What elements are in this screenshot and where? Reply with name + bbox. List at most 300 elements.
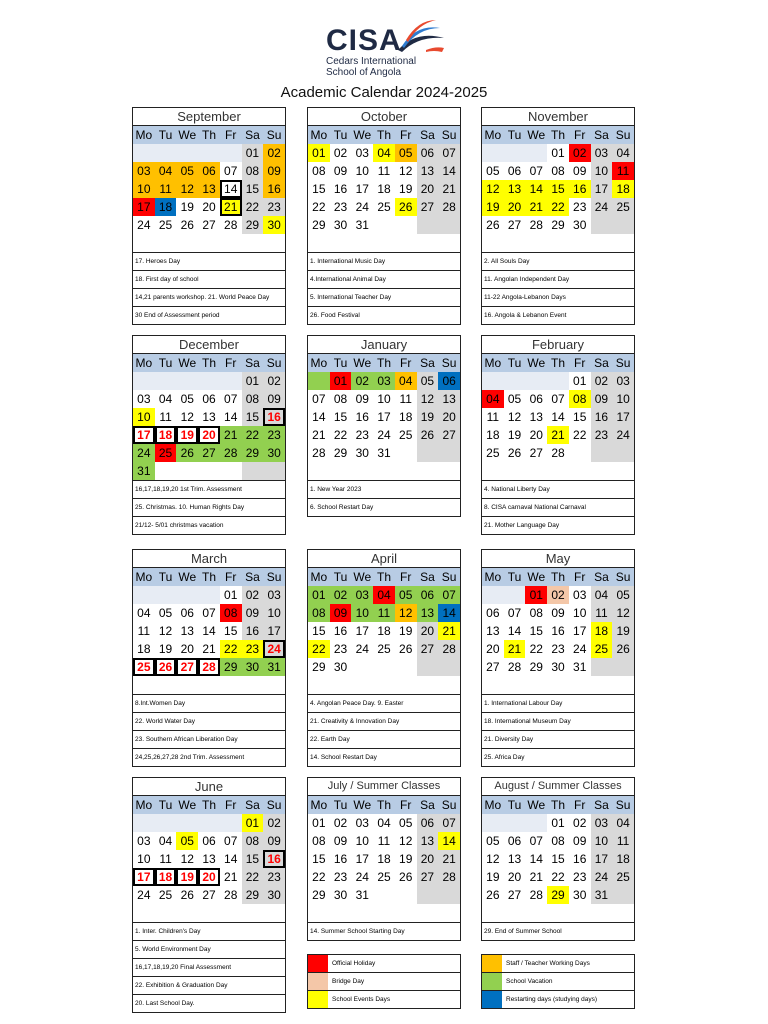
day-cell[interactable]: 03 (263, 586, 285, 604)
day-cell[interactable]: 28 (438, 198, 460, 216)
day-cell[interactable]: 01 (330, 372, 352, 390)
day-cell[interactable]: 17 (377, 410, 391, 424)
day-cell[interactable]: 10 (133, 408, 155, 426)
day-cell[interactable]: 15 (529, 624, 543, 638)
day-cell[interactable]: 04 (158, 392, 173, 406)
day-cell[interactable]: 11 (377, 834, 391, 848)
day-cell[interactable]: 10 (591, 832, 613, 850)
day-cell[interactable]: 12 (612, 604, 634, 622)
day-cell[interactable]: 07 (438, 144, 460, 162)
day-cell[interactable]: 16 (333, 182, 348, 196)
day-cell[interactable]: 07 (224, 164, 238, 178)
day-cell[interactable]: 04 (612, 814, 634, 832)
day-cell[interactable]: 01 (308, 144, 330, 162)
day-cell[interactable]: 18 (612, 180, 634, 198)
day-cell[interactable]: 02 (573, 816, 587, 830)
day-cell[interactable]: 14 (551, 410, 565, 424)
day-cell[interactable]: 22 (242, 426, 264, 444)
day-cell[interactable]: 21 (525, 198, 547, 216)
day-cell[interactable]: 13 (180, 624, 194, 638)
day-cell[interactable]: 06 (198, 162, 220, 180)
day-cell[interactable]: 04 (158, 834, 173, 848)
day-cell[interactable]: 13 (202, 852, 216, 866)
day-cell[interactable]: 02 (242, 586, 264, 604)
day-cell[interactable]: 03 (355, 146, 369, 160)
day-cell[interactable]: 23 (333, 200, 348, 214)
day-cell[interactable]: 08 (308, 604, 330, 622)
day-cell[interactable]: 18 (399, 410, 413, 424)
day-cell[interactable]: 23 (333, 870, 348, 884)
day-cell[interactable]: 09 (573, 834, 587, 848)
day-cell[interactable]: 28 (438, 868, 460, 886)
day-cell[interactable]: 09 (573, 164, 587, 178)
day-cell[interactable]: 27 (507, 888, 522, 902)
day-cell[interactable]: 30 (333, 660, 348, 674)
day-cell[interactable]: 04 (482, 390, 504, 408)
day-cell[interactable]: 07 (224, 834, 238, 848)
day-cell[interactable]: 23 (242, 640, 264, 658)
day-cell[interactable]: 23 (591, 426, 613, 444)
day-cell[interactable]: 17 (263, 622, 285, 640)
day-cell[interactable]: 06 (202, 834, 216, 848)
day-cell[interactable]: 18 (155, 198, 177, 216)
day-cell[interactable]: 17 (573, 624, 587, 638)
day-cell[interactable]: 04 (377, 816, 391, 830)
day-cell[interactable]: 20 (417, 622, 439, 640)
day-cell[interactable]: 04 (591, 586, 613, 604)
day-cell[interactable]: 06 (417, 586, 439, 604)
day-cell[interactable]: 23 (573, 870, 587, 884)
day-cell[interactable]: 05 (417, 372, 439, 390)
day-cell[interactable]: 18 (591, 622, 613, 640)
day-cell[interactable]: 20 (180, 642, 194, 656)
day-cell[interactable]: 06 (507, 834, 522, 848)
day-cell[interactable]: 13 (202, 410, 216, 424)
day-cell[interactable]: 02 (351, 372, 373, 390)
day-cell[interactable]: 30 (242, 658, 264, 676)
day-cell[interactable]: 24 (137, 888, 151, 902)
day-cell[interactable]: 09 (330, 604, 352, 622)
day-cell[interactable]: 08 (242, 162, 264, 180)
day-cell[interactable]: 05 (486, 834, 500, 848)
day-cell[interactable]: 14 (525, 180, 547, 198)
day-cell[interactable]: 25 (486, 446, 500, 460)
day-cell[interactable]: 03 (591, 144, 613, 162)
day-cell[interactable]: 31 (377, 446, 391, 460)
day-cell[interactable]: 12 (399, 164, 413, 178)
day-cell[interactable]: 03 (591, 814, 613, 832)
day-cell[interactable]: 29 (242, 216, 264, 234)
day-cell[interactable]: 09 (333, 834, 348, 848)
day-cell[interactable]: 04 (373, 144, 395, 162)
day-cell[interactable]: 19 (399, 852, 413, 866)
day-cell[interactable]: 29 (220, 658, 242, 676)
day-cell[interactable]: 19 (486, 870, 500, 884)
day-cell[interactable]: 08 (242, 390, 264, 408)
day-cell[interactable]: 02 (263, 144, 285, 162)
day-cell[interactable]: 29 (312, 218, 326, 232)
day-cell[interactable]: 05 (180, 392, 194, 406)
day-cell[interactable]: 16 (355, 410, 369, 424)
day-cell[interactable]: 13 (417, 832, 439, 850)
day-cell[interactable]: 29 (529, 660, 543, 674)
day-cell[interactable]: 11 (612, 832, 634, 850)
day-cell[interactable]: 30 (573, 218, 587, 232)
day-cell[interactable]: 12 (507, 410, 522, 424)
day-cell[interactable]: 07 (224, 392, 238, 406)
day-cell[interactable]: 19 (399, 624, 413, 638)
day-cell[interactable]: 28 (507, 660, 522, 674)
day-cell[interactable]: 04 (137, 606, 151, 620)
day-cell[interactable]: 01 (312, 816, 326, 830)
day-cell[interactable]: 05 (486, 164, 500, 178)
day-cell[interactable]: 28 (551, 446, 565, 460)
day-cell[interactable]: 15 (242, 850, 264, 868)
day-cell[interactable]: 24 (612, 426, 634, 444)
day-cell[interactable]: 02 (263, 814, 285, 832)
day-cell[interactable]: 30 (263, 886, 285, 904)
day-cell[interactable]: 15 (312, 182, 326, 196)
day-cell[interactable]: 20 (486, 642, 500, 656)
day-cell[interactable]: 27 (417, 868, 439, 886)
day-cell[interactable]: 07 (551, 392, 565, 406)
day-cell[interactable]: 20 (202, 200, 216, 214)
day-cell[interactable]: 20 (417, 850, 439, 868)
day-cell[interactable]: 16 (591, 408, 613, 426)
day-cell[interactable]: 22 (333, 428, 348, 442)
day-cell[interactable]: 08 (569, 390, 591, 408)
day-cell[interactable]: 16 (263, 408, 285, 426)
day-cell[interactable]: 08 (220, 604, 242, 622)
day-cell[interactable]: 21 (224, 870, 238, 884)
day-cell[interactable]: 20 (504, 198, 526, 216)
day-cell[interactable]: 25 (158, 218, 173, 232)
day-cell[interactable]: 06 (417, 814, 439, 832)
day-cell[interactable]: 18 (377, 852, 391, 866)
day-cell[interactable]: 16 (569, 180, 591, 198)
day-cell[interactable]: 15 (547, 180, 569, 198)
day-cell[interactable]: 15 (573, 410, 587, 424)
day-cell[interactable]: 10 (573, 606, 587, 620)
day-cell[interactable]: 31 (573, 660, 587, 674)
day-cell[interactable]: 24 (355, 642, 369, 656)
day-cell[interactable]: 02 (569, 144, 591, 162)
day-cell[interactable]: 16 (551, 624, 565, 638)
day-cell[interactable]: 13 (417, 162, 439, 180)
day-cell[interactable]: 24 (263, 640, 285, 658)
day-cell[interactable]: 19 (180, 200, 194, 214)
day-cell[interactable]: 11 (159, 410, 172, 424)
day-cell[interactable]: 19 (612, 622, 634, 640)
day-cell[interactable]: 13 (438, 390, 460, 408)
day-cell[interactable]: 17 (355, 624, 369, 638)
day-cell[interactable]: 30 (355, 446, 369, 460)
day-cell[interactable]: 18 (377, 624, 391, 638)
day-cell[interactable]: 17 (355, 182, 369, 196)
day-cell[interactable]: 01 (525, 586, 547, 604)
day-cell[interactable]: 01 (224, 588, 238, 602)
day-cell[interactable]: 17 (612, 408, 634, 426)
day-cell[interactable]: 20 (198, 868, 220, 886)
day-cell[interactable]: 02 (330, 586, 352, 604)
day-cell[interactable]: 24 (133, 444, 155, 462)
day-cell[interactable]: 11 (486, 410, 500, 424)
day-cell[interactable]: 09 (263, 162, 285, 180)
day-cell[interactable]: 09 (591, 390, 613, 408)
day-cell[interactable]: 11 (137, 624, 151, 638)
day-cell[interactable]: 02 (333, 146, 348, 160)
day-cell[interactable]: 12 (180, 852, 194, 866)
day-cell[interactable]: 19 (158, 642, 173, 656)
day-cell[interactable]: 10 (263, 604, 285, 622)
day-cell[interactable]: 20 (417, 180, 439, 198)
day-cell[interactable]: 12 (180, 410, 194, 424)
day-cell[interactable]: 22 (547, 198, 569, 216)
day-cell[interactable]: 16 (263, 180, 285, 198)
day-cell[interactable]: 30 (551, 660, 565, 674)
day-cell[interactable]: 15 (551, 852, 565, 866)
day-cell[interactable]: 30 (263, 444, 285, 462)
day-cell[interactable]: 22 (220, 640, 242, 658)
day-cell[interactable]: 21 (547, 426, 569, 444)
day-cell[interactable]: 07 (438, 814, 460, 832)
day-cell[interactable]: 14 (312, 410, 326, 424)
day-cell[interactable]: 24 (137, 218, 151, 232)
day-cell[interactable]: 19 (176, 426, 198, 444)
day-cell[interactable]: 27 (417, 198, 439, 216)
day-cell[interactable]: 05 (176, 162, 198, 180)
day-cell[interactable]: 16 (263, 850, 285, 868)
day-cell[interactable]: 30 (333, 218, 348, 232)
day-cell[interactable]: 06 (202, 392, 216, 406)
day-cell[interactable]: 28 (224, 218, 238, 232)
day-cell[interactable]: 12 (417, 390, 439, 408)
day-cell[interactable]: 30 (333, 888, 348, 902)
day-cell[interactable]: 28 (529, 218, 543, 232)
day-cell[interactable]: 05 (399, 816, 413, 830)
day-cell[interactable]: 07 (202, 606, 216, 620)
day-cell[interactable]: 18 (377, 182, 391, 196)
day-cell[interactable]: 25 (399, 428, 413, 442)
day-cell[interactable]: 22 (573, 428, 587, 442)
day-cell[interactable]: 22 (242, 868, 264, 886)
day-cell[interactable]: 16 (333, 624, 348, 638)
day-cell[interactable]: 19 (482, 198, 504, 216)
day-cell[interactable]: 17 (591, 180, 613, 198)
day-cell[interactable]: 09 (551, 606, 565, 620)
day-cell[interactable]: 11 (155, 180, 177, 198)
day-cell[interactable]: 25 (377, 200, 391, 214)
day-cell[interactable]: 12 (486, 852, 500, 866)
day-cell[interactable]: 28 (224, 888, 238, 902)
day-cell[interactable]: 03 (373, 372, 395, 390)
day-cell[interactable]: 07 (312, 392, 326, 406)
day-cell[interactable]: 21 (220, 198, 242, 216)
day-cell[interactable]: 02 (591, 372, 613, 390)
day-cell[interactable]: 19 (176, 868, 198, 886)
day-cell[interactable]: 28 (220, 444, 242, 462)
day-cell[interactable]: 24 (377, 428, 391, 442)
day-cell[interactable]: 20 (198, 426, 220, 444)
day-cell[interactable]: 15 (224, 624, 238, 638)
day-cell[interactable]: 09 (263, 390, 285, 408)
day-cell[interactable]: 06 (529, 392, 543, 406)
day-cell[interactable]: 15 (333, 410, 348, 424)
day-cell[interactable]: 16 (573, 852, 587, 866)
day-cell[interactable]: 26 (399, 642, 413, 656)
day-cell[interactable]: 14 (224, 410, 238, 424)
day-cell[interactable]: 31 (263, 658, 285, 676)
day-cell[interactable]: 18 (137, 642, 151, 656)
day-cell[interactable]: 25 (133, 658, 155, 676)
day-cell[interactable]: 10 (591, 162, 613, 180)
day-cell[interactable]: 20 (529, 428, 543, 442)
day-cell[interactable]: 26 (486, 218, 500, 232)
day-cell[interactable]: 25 (158, 888, 173, 902)
day-cell[interactable]: 26 (507, 446, 522, 460)
day-cell[interactable]: 26 (417, 426, 439, 444)
day-cell[interactable]: 06 (438, 372, 460, 390)
day-cell[interactable]: 11 (377, 164, 391, 178)
day-cell[interactable]: 14 (202, 624, 216, 638)
day-cell[interactable]: 17 (133, 426, 155, 444)
day-cell[interactable]: 29 (242, 886, 264, 904)
day-cell[interactable]: 21 (438, 850, 460, 868)
day-cell[interactable]: 08 (529, 606, 543, 620)
day-cell[interactable]: 23 (355, 428, 369, 442)
day-cell[interactable]: 05 (158, 606, 173, 620)
day-cell[interactable]: 07 (438, 586, 460, 604)
day-cell[interactable]: 25 (377, 642, 391, 656)
day-cell[interactable]: 16 (242, 622, 264, 640)
day-cell[interactable]: 28 (529, 888, 543, 902)
day-cell[interactable]: 12 (158, 624, 173, 638)
day-cell[interactable]: 26 (399, 870, 413, 884)
day-cell[interactable]: 21 (438, 622, 460, 640)
day-cell[interactable]: 22 (551, 870, 565, 884)
day-cell[interactable]: 21 (202, 642, 216, 656)
day-cell[interactable]: 03 (133, 162, 155, 180)
day-cell[interactable]: 04 (612, 144, 634, 162)
day-cell[interactable]: 04 (395, 372, 417, 390)
day-cell[interactable]: 01 (308, 586, 330, 604)
day-cell[interactable]: 01 (573, 374, 587, 388)
day-cell[interactable]: 08 (312, 834, 326, 848)
day-cell[interactable]: 02 (263, 372, 285, 390)
day-cell[interactable]: 13 (529, 410, 543, 424)
day-cell[interactable]: 26 (486, 888, 500, 902)
day-cell[interactable]: 25 (155, 444, 177, 462)
day-cell[interactable]: 27 (202, 218, 216, 232)
day-cell[interactable]: 31 (355, 888, 369, 902)
day-cell[interactable]: 10 (351, 604, 373, 622)
day-cell[interactable]: 19 (507, 428, 522, 442)
day-cell[interactable]: 19 (399, 182, 413, 196)
day-cell[interactable]: 23 (573, 200, 587, 214)
day-cell[interactable]: 06 (486, 606, 500, 620)
day-cell[interactable]: 21 (312, 428, 326, 442)
day-cell[interactable]: 29 (547, 886, 569, 904)
day-cell[interactable]: 08 (312, 164, 326, 178)
day-cell[interactable]: 06 (417, 144, 439, 162)
day-cell[interactable]: 31 (355, 218, 369, 232)
day-cell[interactable]: 10 (377, 392, 391, 406)
day-cell[interactable]: 10 (133, 180, 155, 198)
day-cell[interactable]: 10 (355, 834, 369, 848)
day-cell[interactable]: 05 (395, 144, 417, 162)
day-cell[interactable]: 29 (242, 444, 264, 462)
day-cell[interactable]: 27 (417, 640, 439, 658)
day-cell[interactable]: 07 (507, 606, 522, 620)
day-cell[interactable]: 19 (417, 408, 439, 426)
day-cell[interactable]: 27 (202, 888, 216, 902)
day-cell[interactable]: 02 (333, 816, 348, 830)
day-cell[interactable]: 25 (591, 640, 613, 658)
day-cell[interactable]: 13 (417, 604, 439, 622)
day-cell[interactable]: 13 (504, 180, 526, 198)
day-cell[interactable]: 10 (355, 164, 369, 178)
day-cell[interactable]: 27 (438, 426, 460, 444)
day-cell[interactable]: 18 (155, 868, 177, 886)
day-cell[interactable]: 29 (551, 218, 565, 232)
day-cell[interactable]: 31 (133, 462, 155, 480)
day-cell[interactable]: 14 (438, 604, 460, 622)
day-cell[interactable]: 31 (591, 886, 613, 904)
day-cell[interactable]: 26 (155, 658, 177, 676)
day-cell[interactable]: 11 (373, 604, 395, 622)
day-cell[interactable]: 21 (529, 870, 543, 884)
day-cell[interactable]: 01 (242, 814, 264, 832)
day-cell[interactable]: 11 (612, 162, 634, 180)
day-cell[interactable]: 24 (573, 642, 587, 656)
day-cell[interactable]: 12 (176, 180, 198, 198)
day-cell[interactable]: 14 (220, 180, 242, 198)
day-cell[interactable]: 03 (355, 816, 369, 830)
day-cell[interactable]: 29 (312, 888, 326, 902)
day-cell[interactable]: 09 (355, 392, 369, 406)
day-cell[interactable]: 09 (263, 832, 285, 850)
day-cell[interactable]: 16 (333, 852, 348, 866)
day-cell[interactable]: 08 (551, 834, 565, 848)
day-cell[interactable]: 03 (573, 588, 587, 602)
day-cell[interactable]: 13 (507, 852, 522, 866)
day-cell[interactable]: 06 (180, 606, 194, 620)
day-cell[interactable]: 18 (155, 426, 177, 444)
day-cell[interactable]: 21 (504, 640, 526, 658)
day-cell[interactable]: 13 (198, 180, 220, 198)
day-cell[interactable]: 14 (529, 852, 543, 866)
day-cell[interactable]: 17 (355, 852, 369, 866)
day-cell[interactable]: 06 (507, 164, 522, 178)
day-cell[interactable]: 24 (355, 870, 369, 884)
day-cell[interactable]: 22 (529, 642, 543, 656)
day-cell[interactable]: 03 (137, 834, 151, 848)
day-cell[interactable]: 04 (373, 586, 395, 604)
day-cell[interactable]: 01 (551, 816, 565, 830)
day-cell[interactable]: 27 (198, 444, 220, 462)
day-cell[interactable]: 26 (180, 888, 194, 902)
day-cell[interactable]: 14 (438, 162, 460, 180)
day-cell[interactable]: 07 (529, 164, 543, 178)
day-cell[interactable]: 23 (551, 642, 565, 656)
day-cell[interactable]: 05 (395, 586, 417, 604)
day-cell[interactable]: 30 (573, 888, 587, 902)
day-cell[interactable]: 02 (547, 586, 569, 604)
day-cell[interactable]: 14 (224, 852, 238, 866)
day-cell[interactable]: 23 (263, 426, 285, 444)
day-cell[interactable]: 28 (312, 446, 326, 460)
day-cell[interactable]: 23 (333, 642, 348, 656)
